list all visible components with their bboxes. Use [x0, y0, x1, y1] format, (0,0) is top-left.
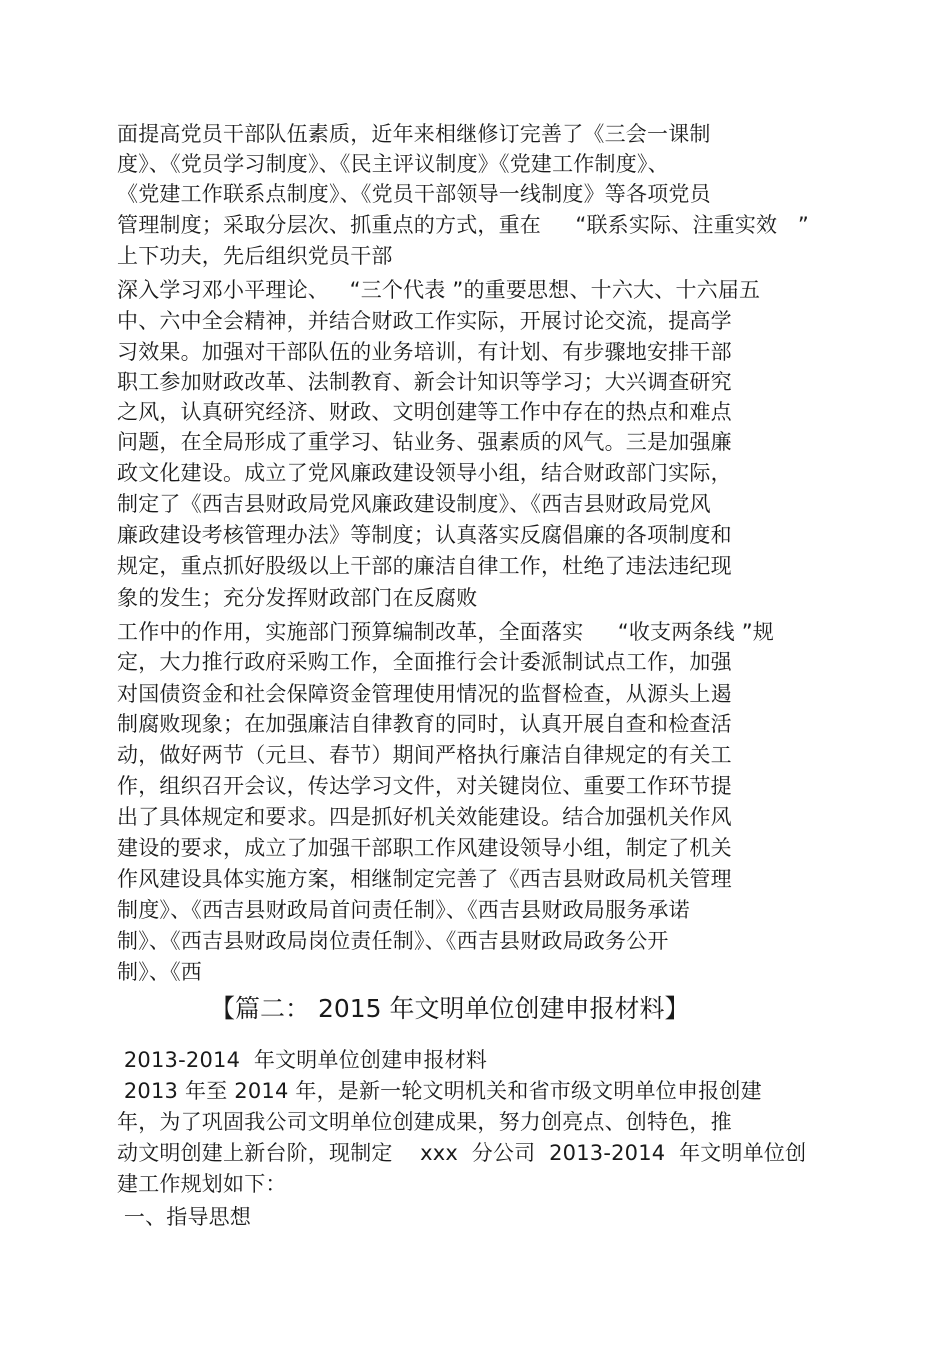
body-line: 习效果。加强对干部队伍的业务培训，有计划、有步骤地安排干部 [117, 340, 732, 364]
section-line: 一、指导思想 [117, 1205, 252, 1229]
body-line: 规定，重点抓好股级以上干部的廉洁自律工作，杜绝了违法违纪现 [117, 554, 732, 578]
body-line: 上下功夫，先后组织党员干部 [117, 244, 393, 268]
body-line: 制》、《西 [117, 960, 202, 984]
body-line: 出了具体规定和要求。四是抓好机关效能建设。结合加强机关作风 [117, 805, 732, 829]
body-line: 象的发生；充分发挥财政部门在反腐败 [117, 586, 478, 610]
section-line: 建工作规划如下： [117, 1172, 287, 1196]
section-heading: 【篇二： 2015 年文明单位创建申报材料】 [210, 994, 690, 1023]
body-line: 工作中的作用，实施部门预算编制改革，全面落实 “收支两条线 ”规 [117, 620, 775, 644]
body-line: 中、六中全会精神，并结合财政工作实际，开展讨论交流，提高学 [117, 309, 732, 333]
section-line: 动文明创建上新台阶，现制定 xxx 分公司 2013-2014 年文明单位创 [117, 1141, 807, 1165]
body-line: 作，组织召开会议，传达学习文件，对关键岗位、重要工作环节提 [117, 774, 732, 798]
body-line: 廉政建设考核管理办法》等制度；认真落实反腐倡廉的各项制度和 [117, 523, 732, 547]
body-line: 《党建工作联系点制度》、《党员干部领导一线制度》等各项党员 [117, 182, 711, 206]
body-line: 作风建设具体实施方案，相继制定完善了《西吉县财政局机关管理 [117, 867, 732, 891]
body-line: 政文化建设。成立了党风廉政建设领导小组，结合财政部门实际， [117, 461, 732, 485]
body-line: 对国债资金和社会保障资金管理使用情况的监督检查，从源头上遏 [117, 682, 732, 706]
section-line: 年，为了巩固我公司文明单位创建成果，努力创亮点、创特色，推 [117, 1110, 732, 1134]
body-line: 面提高党员干部队伍素质，近年来相继修订完善了《三会一课制 [117, 122, 711, 146]
body-line: 定，大力推行政府采购工作，全面推行会计委派制试点工作，加强 [117, 650, 732, 674]
body-line: 之风，认真研究经济、财政、文明创建等工作中存在的热点和难点 [117, 400, 732, 424]
body-line: 制定了《西吉县财政局党风廉政建设制度》、《西吉县财政局党风 [117, 492, 711, 516]
body-line: 制》、《西吉县财政局岗位责任制》、《西吉县财政局政务公开 [117, 929, 669, 953]
body-line: 深入学习邓小平理论、 “三个代表 ”的重要思想、十六大、十六届五 [117, 278, 761, 302]
body-line: 管理制度；采取分层次、抓重点的方式，重在 “联系实际、注重实效 ” [117, 213, 809, 237]
body-line: 度》、《党员学习制度》、《民主评议制度》《党建工作制度》、 [117, 152, 669, 176]
body-line: 建设的要求，成立了加强干部职工作风建设领导小组，制定了机关 [117, 836, 732, 860]
body-line: 制腐败现象；在加强廉洁自律教育的同时，认真开展自查和检查活 [117, 712, 732, 736]
body-line: 问题，在全局形成了重学习、钻业务、强素质的风气。三是加强廉 [117, 430, 732, 454]
body-line: 职工参加财政改革、法制教育、新会计知识等学习；大兴调查研究 [117, 370, 732, 394]
body-line: 动，做好两节（元旦、春节）期间严格执行廉洁自律规定的有关工 [117, 743, 732, 767]
body-line: 制度》、《西吉县财政局首问责任制》、《西吉县财政局服务承诺 [117, 898, 690, 922]
section-line: 2013-2014 年文明单位创建申报材料 [117, 1048, 488, 1072]
section-line: 2013 年至 2014 年，是新一轮文明机关和省市级文明单位申报创建 [117, 1079, 762, 1103]
